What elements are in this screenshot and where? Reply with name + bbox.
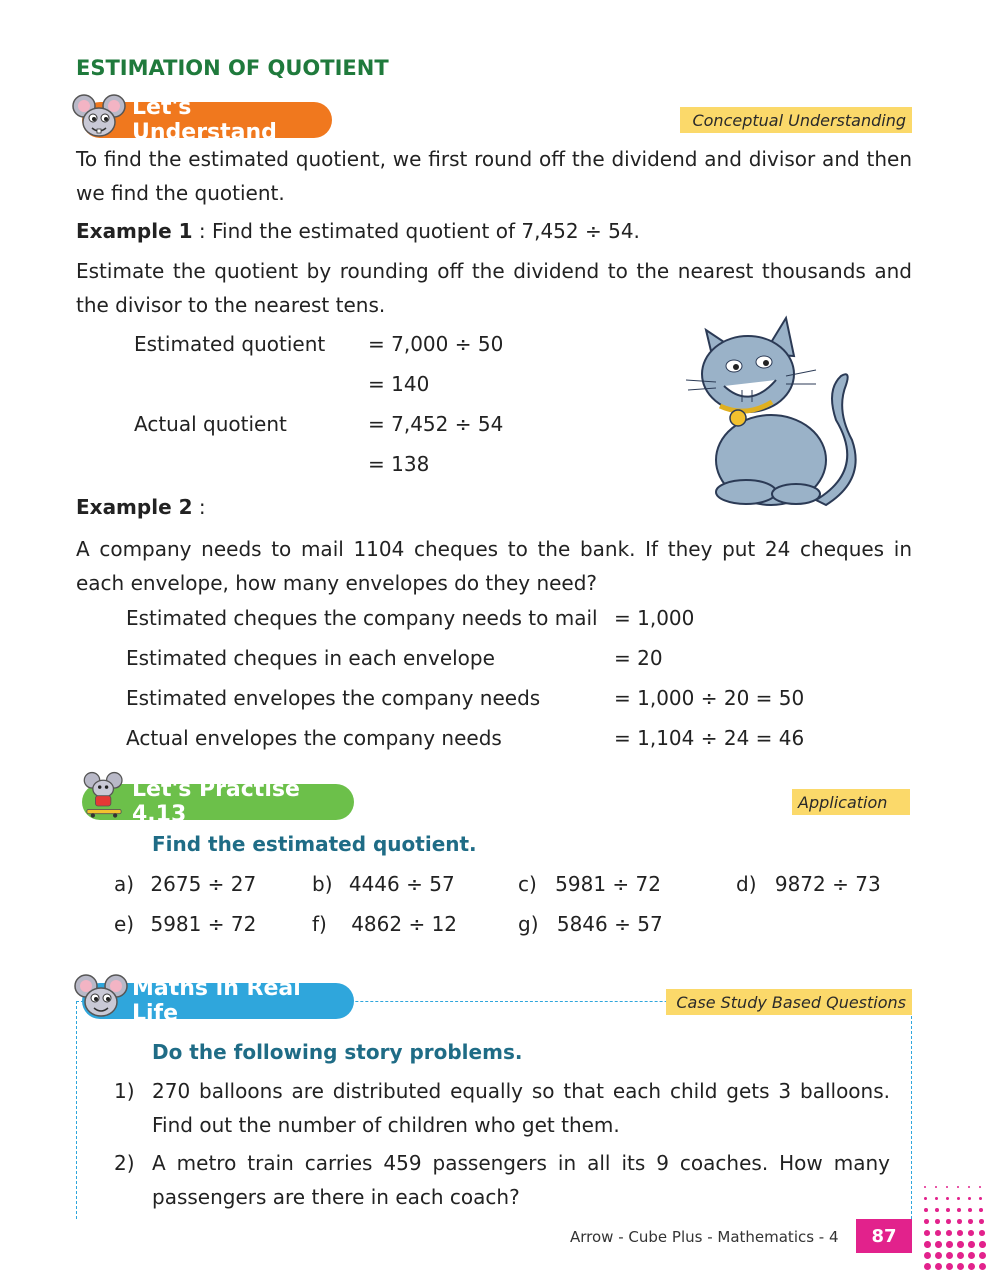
tag-conceptual-understanding	[680, 107, 912, 133]
calc-label: Estimated quotient	[134, 332, 326, 356]
calc-value: = 140	[368, 372, 430, 396]
calc-row	[134, 364, 554, 404]
halftone-dot	[968, 1208, 972, 1212]
section-title: ESTIMATION OF QUOTIENT	[76, 56, 389, 80]
problem-item	[114, 1074, 890, 1142]
calc-row	[126, 678, 886, 718]
calc-value: = 138	[368, 452, 430, 476]
halftone-dot	[957, 1208, 961, 1212]
skateboard-mouse-icon	[76, 770, 132, 818]
practise-item	[312, 872, 455, 896]
cat-illustration	[676, 310, 866, 510]
calc-row	[126, 718, 886, 758]
halftone-dot	[924, 1241, 931, 1248]
halftone-dot	[957, 1252, 964, 1259]
halftone-dot	[924, 1252, 931, 1259]
item-expression: 5981 ÷ 72	[555, 872, 661, 896]
example-2-colon: :	[198, 495, 206, 519]
halftone-dot	[968, 1263, 975, 1270]
problem-text: 270 balloons are distributed equally so that each child gets 3 balloons. Find out the number of children who get them.	[152, 1079, 890, 1137]
halftone-dot	[935, 1252, 942, 1259]
problem-text: A metro train carries 459 passengers in all its 9 coaches. How many passengers are there in each coach?	[152, 1151, 890, 1209]
practise-item	[114, 912, 256, 936]
calc-row	[126, 638, 886, 678]
item-label: g)	[518, 912, 539, 936]
calc-label: Actual envelopes the company needs	[126, 726, 502, 750]
item-expression: 2675 ÷ 27	[150, 872, 257, 896]
halftone-dot	[924, 1197, 927, 1200]
halftone-dot	[935, 1263, 942, 1270]
example-1-calc	[134, 324, 554, 484]
tag-application	[792, 789, 910, 815]
halftone-dot	[979, 1219, 984, 1224]
calc-label: Estimated cheques the company needs to mail	[126, 606, 598, 630]
halftone-dot	[946, 1219, 951, 1224]
practise-item	[518, 912, 663, 936]
calc-label: Estimated envelopes the company needs	[126, 686, 541, 710]
calc-value: = 1,000 ÷ 20 = 50	[614, 686, 805, 710]
halftone-dot	[979, 1230, 985, 1236]
item-expression: 9872 ÷ 73	[774, 872, 881, 896]
practise-item	[114, 872, 256, 896]
practise-item	[312, 912, 457, 936]
example-2-line	[76, 494, 206, 520]
calc-label: Actual quotient	[134, 412, 287, 436]
item-label: b)	[312, 872, 333, 896]
halftone-dot	[946, 1197, 949, 1200]
halftone-dot	[924, 1219, 929, 1224]
calc-label: Estimated cheques in each envelope	[126, 646, 495, 670]
halftone-dot	[957, 1263, 964, 1270]
example-2-text: A company needs to mail 1104 cheques to the bank. If they put 24 cheques in each envelope, how many envelopes do they need?	[76, 537, 912, 595]
footer-book-title: Arrow - Cube Plus - Mathematics - 4	[570, 1228, 839, 1246]
mouse-mascot-icon	[74, 972, 130, 1020]
halftone-dot	[935, 1208, 939, 1212]
halftone-dot	[968, 1241, 975, 1248]
halftone-dot	[957, 1219, 962, 1224]
item-expression: 5981 ÷ 72	[150, 912, 257, 936]
calc-value: = 1,104 ÷ 24 = 46	[614, 726, 805, 750]
halftone-dot	[979, 1263, 986, 1270]
item-expression: 5846 ÷ 57	[556, 912, 663, 936]
halftone-dot	[979, 1252, 986, 1259]
tag-label: Conceptual Understanding	[692, 110, 906, 130]
item-label: a)	[114, 872, 135, 896]
halftone-decoration	[924, 1186, 989, 1280]
halftone-dot	[968, 1186, 970, 1188]
halftone-dot	[924, 1186, 926, 1188]
calc-value: = 7,000 ÷ 50	[368, 332, 504, 356]
calc-row	[134, 404, 554, 444]
calc-row	[134, 324, 554, 364]
calc-row	[134, 444, 554, 484]
example-2-label: Example 2	[76, 495, 193, 519]
tag-label: Application	[798, 792, 888, 812]
calc-value: = 20	[614, 646, 663, 670]
halftone-dot	[946, 1230, 952, 1236]
example-1-description: Estimate the quotient by rounding off the dividend to the nearest thousands and the divisor to the nearest tens.	[76, 259, 912, 317]
halftone-dot	[935, 1186, 937, 1188]
example-2-calc	[126, 598, 886, 758]
halftone-dot	[957, 1241, 964, 1248]
problem-number: 2)	[114, 1151, 135, 1175]
halftone-dot	[935, 1197, 938, 1200]
intro-paragraph: To find the estimated quotient, we first round off the dividend and divisor and then we find the quotient.	[76, 147, 912, 205]
halftone-dot	[957, 1186, 959, 1188]
halftone-dot	[957, 1197, 960, 1200]
halftone-dot	[946, 1241, 953, 1248]
example-1-label: Example 1	[76, 219, 193, 243]
item-label: f)	[312, 912, 327, 936]
halftone-dot	[968, 1197, 971, 1200]
tag-label: Case Study Based Questions	[676, 992, 906, 1012]
halftone-dot	[979, 1241, 986, 1248]
halftone-dot	[968, 1219, 973, 1224]
halftone-dot	[979, 1186, 981, 1188]
halftone-dot	[924, 1263, 931, 1270]
item-expression: 4862 ÷ 12	[351, 912, 458, 936]
halftone-dot	[935, 1241, 942, 1248]
halftone-dot	[924, 1208, 928, 1212]
problem-number: 1)	[114, 1079, 135, 1103]
item-label: c)	[518, 872, 537, 896]
halftone-dot	[935, 1230, 941, 1236]
halftone-dot	[979, 1208, 983, 1212]
calc-row	[126, 598, 886, 638]
practise-instruction: Find the estimated quotient.	[152, 832, 477, 856]
banner-label: Maths in Real Life	[132, 976, 301, 1026]
halftone-dot	[946, 1186, 948, 1188]
halftone-dot	[946, 1263, 953, 1270]
banner-label: Let's Understand	[132, 95, 277, 145]
practise-item	[736, 872, 881, 896]
problem-item	[114, 1146, 890, 1214]
tag-case-study	[666, 989, 912, 1015]
mouse-mascot-icon	[72, 92, 128, 140]
item-expression: 4446 ÷ 57	[348, 872, 455, 896]
example-1-line	[76, 218, 640, 244]
calc-value: = 7,452 ÷ 54	[368, 412, 504, 436]
example-1-text: : Find the estimated quotient of 7,452 ÷ 54.	[198, 219, 640, 243]
halftone-dot	[968, 1230, 974, 1236]
halftone-dot	[924, 1230, 930, 1236]
page-number-label: 87	[871, 1225, 897, 1247]
page-number	[856, 1219, 912, 1253]
halftone-dot	[946, 1252, 953, 1259]
banner-label: Let's Practise 4.13	[132, 777, 300, 827]
real-life-instruction: Do the following story problems.	[152, 1040, 523, 1064]
halftone-dot	[957, 1230, 963, 1236]
halftone-dot	[979, 1197, 982, 1200]
practise-item	[518, 872, 661, 896]
item-label: e)	[114, 912, 135, 936]
halftone-dot	[968, 1252, 975, 1259]
halftone-dot	[946, 1208, 950, 1212]
item-label: d)	[736, 872, 757, 896]
halftone-dot	[935, 1219, 940, 1224]
calc-value: = 1,000	[614, 606, 695, 630]
